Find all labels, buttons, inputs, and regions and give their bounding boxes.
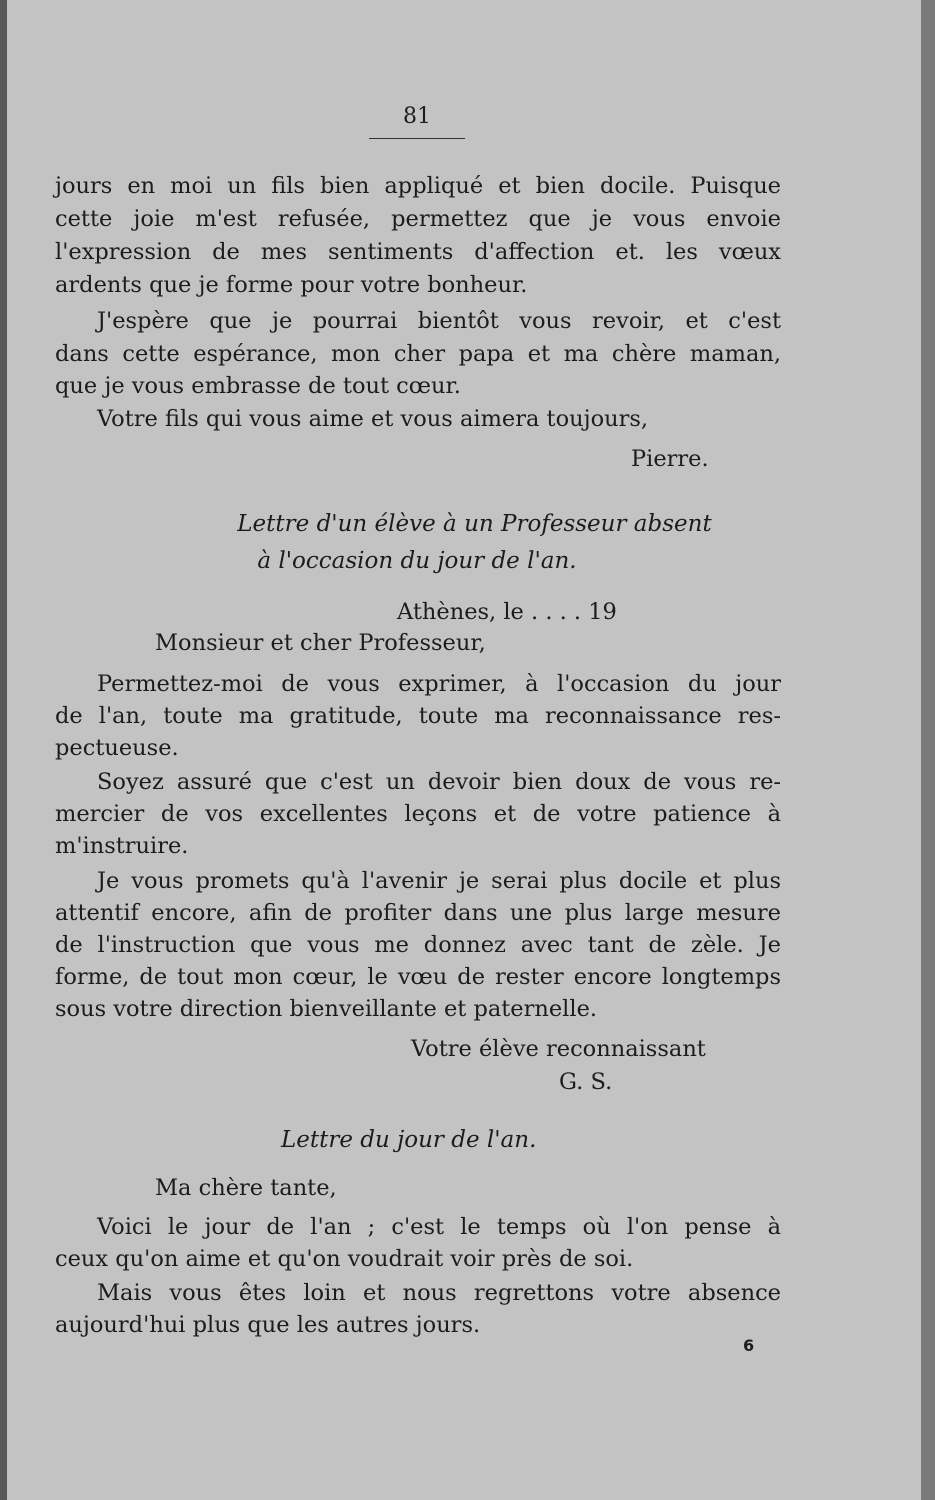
letter1-line-6: dans cette espérance, mon cher papa et ma chère maman, bbox=[55, 341, 781, 367]
letter1-line-5: J'espère que je pourrai bientôt vous revoir, et c'est bbox=[97, 308, 781, 334]
page-number: 81 bbox=[403, 104, 431, 129]
letter2-line-4: Soyez assuré que c'est un devoir bien doux de vous re- bbox=[97, 769, 781, 795]
sheet-marker: 6 bbox=[743, 1336, 755, 1355]
letter2-closing: Votre élève reconnaissant bbox=[411, 1036, 706, 1062]
letter2-line-6: m'instruire. bbox=[55, 833, 189, 859]
letter2-signature: G. S. bbox=[559, 1069, 613, 1095]
letter2-line-7: Je vous promets qu'à l'avenir je serai plus docile et plus bbox=[97, 868, 781, 894]
letter2-line-10: forme, de tout mon cœur, le vœu de rester encore longtemps bbox=[55, 964, 781, 990]
letter2-title-line1: Lettre d'un élève à un Professeur absent bbox=[237, 511, 712, 537]
letter2-line-1: Permettez-moi de vous exprimer, à l'occasion du jour bbox=[97, 671, 781, 697]
letter2-salutation: Monsieur et cher Professeur, bbox=[155, 630, 486, 656]
letter3-title: Lettre du jour de l'an. bbox=[281, 1127, 537, 1153]
letter2-line-5: mercier de vos excellentes leçons et de votre patience à bbox=[55, 801, 781, 827]
letter2-date: Athènes, le . . . . 19 bbox=[397, 599, 617, 625]
letter1-line-4: ardents que je forme pour votre bonheur. bbox=[55, 272, 528, 298]
letter2-line-2: de l'an, toute ma gratitude, toute ma reconnaissance res- bbox=[55, 703, 781, 729]
letter3-line-2: ceux qu'on aime et qu'on voudrait voir près de soi. bbox=[55, 1246, 634, 1272]
letter3-salutation: Ma chère tante, bbox=[155, 1175, 337, 1201]
letter1-line-1: jours en moi un fils bien appliqué et bien docile. Puisque bbox=[55, 173, 781, 199]
letter3-line-3: Mais vous êtes loin et nous regrettons votre absence bbox=[97, 1280, 781, 1306]
page-number-rule bbox=[369, 138, 465, 139]
letter1-line-8: Votre fils qui vous aime et vous aimera toujours, bbox=[97, 406, 649, 432]
letter2-line-3: pectueuse. bbox=[55, 735, 179, 761]
letter1-signature: Pierre. bbox=[631, 446, 709, 472]
letter1-line-2: cette joie m'est refusée, permettez que je vous envoie bbox=[55, 206, 781, 232]
letter3-line-4: aujourd'hui plus que les autres jours. bbox=[55, 1312, 481, 1338]
letter1-line-3: l'expression de mes sentiments d'affection et. les vœux bbox=[55, 239, 781, 265]
letter3-line-1: Voici le jour de l'an ; c'est le temps où l'on pense à bbox=[97, 1214, 781, 1240]
letter2-line-8: attentif encore, afin de profiter dans une plus large mesure bbox=[55, 900, 781, 926]
letter2-title-line2: à l'occasion du jour de l'an. bbox=[257, 548, 577, 574]
letter2-line-9: de l'instruction que vous me donnez avec tant de zèle. Je bbox=[55, 932, 781, 958]
letter2-line-11: sous votre direction bienveillante et paternelle. bbox=[55, 996, 598, 1022]
letter1-line-7: que je vous embrasse de tout cœur. bbox=[55, 373, 461, 399]
